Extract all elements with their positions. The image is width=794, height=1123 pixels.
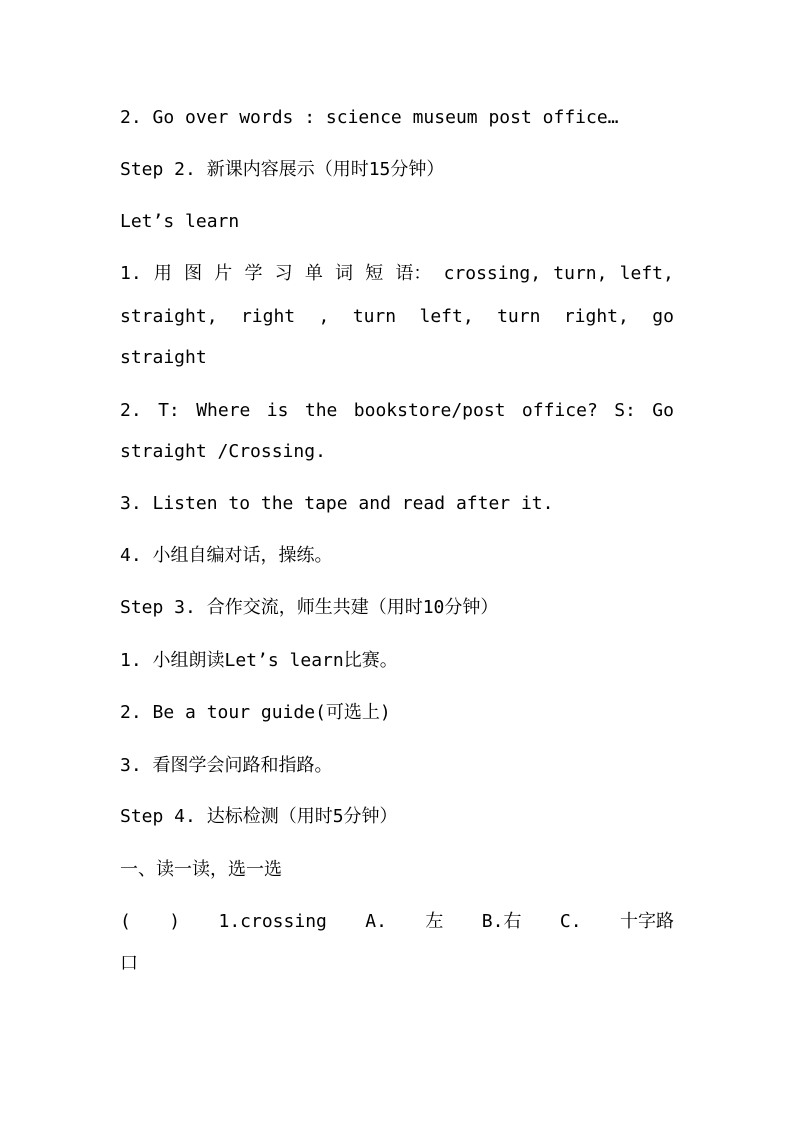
- option: B.右: [481, 911, 522, 932]
- word: 学: [244, 263, 263, 284]
- word: go: [652, 306, 674, 327]
- step-heading: Step 2. 新课内容展示（用时15分钟）: [120, 159, 445, 180]
- text-line: Let’s learn: [120, 211, 240, 232]
- word: 片: [214, 263, 233, 284]
- text-line: 口: [120, 953, 138, 974]
- word: 词: [335, 263, 353, 284]
- word: 单: [304, 263, 323, 284]
- word: 用: [153, 263, 172, 284]
- justified-line: [120, 400, 674, 422]
- word: Where: [196, 400, 251, 421]
- word: bookstore/post: [353, 400, 506, 421]
- option-text: 十字路: [619, 911, 674, 932]
- text-line: straight /Crossing.: [120, 441, 326, 462]
- text-line: 4. 小组自编对话，操练。: [120, 545, 333, 566]
- option-label: C.: [559, 911, 582, 932]
- word: office?: [521, 400, 598, 421]
- word: turn: [352, 306, 397, 327]
- text-line: 3. Listen to the tape and read after it.: [120, 493, 554, 514]
- option-text: 左: [425, 911, 444, 932]
- word: 2.: [120, 400, 142, 421]
- word: left,: [419, 306, 474, 327]
- word: right,: [563, 306, 629, 327]
- word: 短: [365, 263, 384, 284]
- word: left,: [619, 263, 674, 284]
- word: 语：: [395, 263, 432, 284]
- text-line: 3. 看图学会问路和指路。: [120, 755, 333, 776]
- justified-line: [120, 263, 674, 285]
- word: turn,: [553, 263, 608, 284]
- justified-line: [120, 306, 674, 328]
- word: the: [304, 400, 338, 421]
- word: 习: [274, 263, 293, 284]
- step-heading: Step 3. 合作交流，师生共建（用时10分钟）: [120, 597, 499, 618]
- quiz-question: 1.crossing: [218, 911, 327, 932]
- word: 1.: [120, 263, 142, 284]
- bracket-close: ): [169, 911, 181, 932]
- word: turn: [497, 306, 541, 327]
- step-heading: Step 4. 达标检测（用时5分钟）: [120, 806, 398, 827]
- word: 图: [184, 263, 203, 284]
- bracket-open: (: [120, 911, 131, 932]
- option-label: A.: [365, 911, 387, 932]
- word: T:: [158, 400, 180, 421]
- word: right: [240, 306, 296, 327]
- word: S:: [614, 400, 636, 421]
- quiz-line: [120, 911, 674, 933]
- text-line: 2. Be a tour guide(可选上): [120, 702, 391, 723]
- word: Go: [652, 400, 674, 421]
- word: is: [266, 400, 289, 421]
- text-line: 1. 小组朗读Let’s learn比赛。: [120, 650, 398, 671]
- word: crossing,: [443, 263, 542, 284]
- text-line: 2. Go over words : science museum post office…: [120, 107, 619, 128]
- word: straight,: [120, 306, 218, 327]
- word: ,: [318, 306, 330, 327]
- text-line: straight: [120, 347, 207, 368]
- section-heading: 一、读一读，选一选: [120, 859, 282, 880]
